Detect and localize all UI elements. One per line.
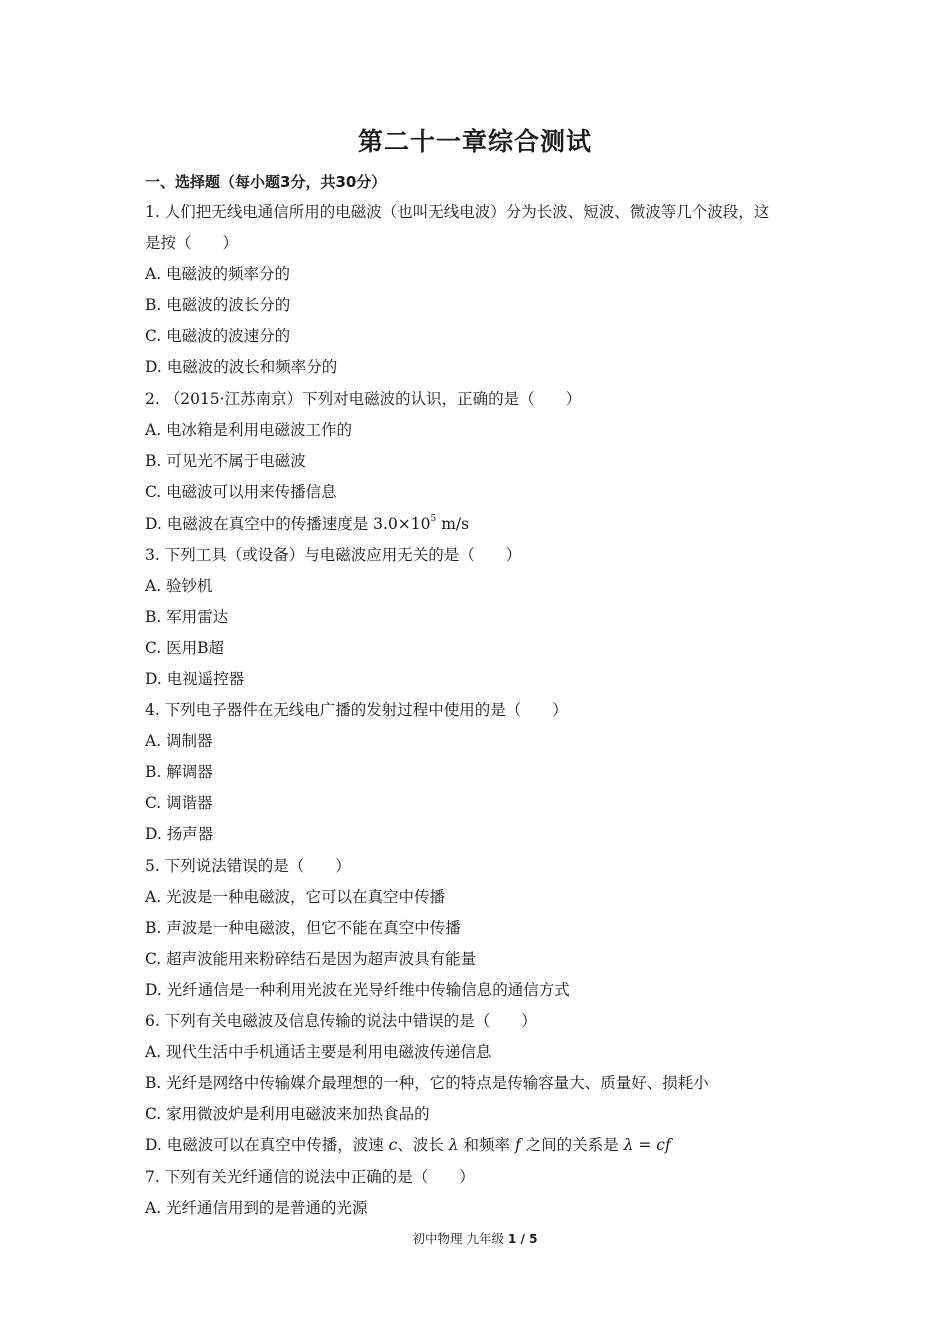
question-1-stem-line2: 是按（ ）	[145, 234, 239, 252]
question-6-option-d	[145, 1135, 671, 1155]
footer-text: 初中物理 九年级	[412, 1231, 505, 1246]
question-2-option-b: B. 可见光不属于电磁波	[145, 452, 306, 470]
exponent: 5	[430, 514, 437, 524]
symbol-lambda: λ	[448, 1136, 459, 1154]
question-1-stem-line1: 1. 人们把无线电通信所用的电磁波（也叫无线电波）分为长波、短波、微波等几个波段，这	[145, 203, 770, 221]
question-4-option-a: A. 调制器	[145, 732, 213, 750]
option-d-text-2: 、波长	[397, 1136, 449, 1154]
question-6-option-c: C. 家用微波炉是利用电磁波来加热食品的	[145, 1105, 430, 1123]
question-3-option-d: D. 电视遥控器	[145, 670, 245, 688]
question-1-option-b: B. 电磁波的波长分的	[145, 296, 291, 314]
page-footer	[0, 1229, 950, 1247]
question-2-stem: 2. （2015·江苏南京）下列对电磁波的认识，正确的是（ ）	[145, 390, 582, 408]
question-6-stem: 6. 下列有关电磁波及信息传输的说法中错误的是（ ）	[145, 1012, 537, 1030]
formula: λ = cf	[623, 1136, 671, 1154]
question-5-option-b: B. 声波是一种电磁波，但它不能在真空中传播	[145, 919, 461, 937]
question-1-option-c: C. 电磁波的波速分的	[145, 327, 291, 345]
question-5-stem: 5. 下列说法错误的是（ ）	[145, 857, 351, 875]
question-7-stem: 7. 下列有关光纤通信的说法中正确的是（ ）	[145, 1168, 475, 1186]
question-3-option-c: C. 医用B超	[145, 639, 225, 657]
question-4-option-d: D. 扬声器	[145, 825, 214, 843]
question-3-stem: 3. 下列工具（或设备）与电磁波应用无关的是（ ）	[145, 546, 522, 564]
option-d-text-1: D. 电磁波可以在真空中传播，波速	[145, 1136, 389, 1154]
question-4-option-c: C. 调谐器	[145, 794, 213, 812]
question-3-option-b: B. 军用雷达	[145, 608, 229, 626]
question-5-option-c: C. 超声波能用来粉碎结石是因为超声波具有能量	[145, 950, 477, 968]
option-d-text: D. 电磁波在真空中的传播速度是 3.0×10	[145, 515, 431, 533]
question-2-option-c: C. 电磁波可以用来传播信息	[145, 483, 337, 501]
question-2-option-d	[145, 514, 469, 534]
page-number: 1 / 5	[508, 1232, 538, 1246]
question-6-option-a: A. 现代生活中手机通话主要是利用电磁波传递信息	[145, 1043, 492, 1061]
question-7-option-a: A. 光纤通信用到的是普通的光源	[145, 1199, 368, 1217]
option-d-text-3: 和频率	[458, 1136, 515, 1154]
unit: m/s	[436, 515, 470, 533]
question-5-option-d: D. 光纤通信是一种利用光波在光导纤维中传输信息的通信方式	[145, 981, 570, 999]
question-5-option-a: A. 光波是一种电磁波，它可以在真空中传播	[145, 888, 446, 906]
option-d-text-4: 之间的关系是	[520, 1136, 624, 1154]
question-4-option-b: B. 解调器	[145, 763, 213, 781]
question-2-option-a: A. 电冰箱是利用电磁波工作的	[145, 421, 353, 439]
symbol-c: c	[388, 1136, 398, 1154]
question-1-option-a: A. 电磁波的频率分的	[145, 265, 291, 283]
page-title: 第二十一章综合测试	[357, 127, 592, 156]
question-3-option-a: A. 验钞机	[145, 577, 213, 595]
symbol-f: f	[514, 1136, 521, 1154]
section-heading: 一、选择题（每小题3分，共30分）	[145, 173, 387, 191]
question-6-option-b: B. 光纤是网络中传输媒介最理想的一种，它的特点是传输容量大、质量好、损耗小	[145, 1074, 709, 1092]
question-4-stem: 4. 下列电子器件在无线电广播的发射过程中使用的是（ ）	[145, 701, 568, 719]
question-1-option-d: D. 电磁波的波长和频率分的	[145, 358, 338, 376]
